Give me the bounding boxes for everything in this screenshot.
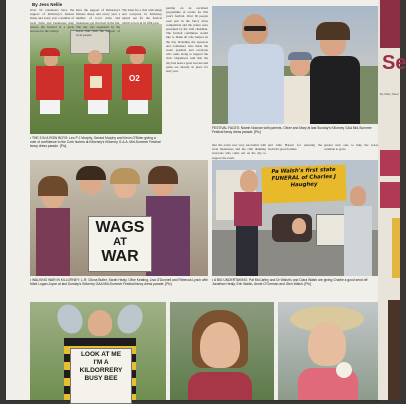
photo-boys-red-jerseys	[30, 24, 162, 134]
sign-wags-line1: WAGS	[95, 219, 145, 236]
byline: By Jess Nellie	[32, 2, 63, 7]
sign-bee-line2: I'M A	[93, 359, 109, 366]
mid-text-right: greater turn outs to help the GAA continue to grow.	[324, 143, 378, 152]
caption-festival-faces: FESTIVAL FACES: Niamh Noonan with parents, Oliver and Mary at last Sunday's Killorney GAA Mid-Summer Festival fancy dress parade. [Pic]	[212, 126, 372, 135]
column-3-text: The Glen for a visit with sheep and everyone in Killorney turned out for the festival which is now in its fifth year.	[122, 8, 162, 25]
caption-funeral: • A BIG UNDERTAKING: Pat McCarthy and Dr Walsh's and Ciara Walsh are giving Charlie a good send off: Jonathan Healy, Erin Walsh, Annie O'Gorman and Glen Walsh. [Pic]	[212, 278, 369, 287]
column-2-text: have the support of Killorney's famous sheep and every year a number of local clubs and businesses get involved in the fun. The day was organised by the GAA club with the support of local people.	[76, 8, 120, 38]
funeral-banner-text: Pa Walsh's first state FUNERAL of Charles J Haughey	[271, 166, 337, 189]
photo-girl-hat	[278, 302, 378, 400]
sign-bee-line3: KILDORRERY	[79, 367, 123, 374]
sign-wags-line2: AT	[113, 236, 127, 248]
advert-yellow	[392, 218, 400, 278]
sign-wags-line3: WAR	[101, 248, 139, 265]
sign-bee-line4: BUSY BEE	[84, 375, 118, 382]
newspaper-page	[6, 0, 378, 400]
sidebar-small-text: By Mary Steel	[380, 92, 399, 96]
sidebar-big-letters: Se	[382, 52, 406, 74]
advert-top	[380, 0, 400, 48]
caption-fun-day: • THE 3 IN A ROW BOYS: Leo P J Murphy, Gerard Murphy and Kevin O'Brien giving a vote of confidence to the Cork hurlers at Killorney's Killorney G.A.A. Mid-Summer Festival fancy dress parade. [Pic]	[30, 136, 161, 149]
photo-girl-portrait	[170, 302, 274, 400]
mid-text-left: that the event was very successful with local businesses and the club thanking everyone who came out on the day to support the event.	[212, 143, 266, 160]
photo-busy-bee	[30, 302, 166, 400]
advert-block-2	[380, 182, 400, 208]
mid-text-mid: and John Barrett for ensuring the festival's good fortune.	[268, 143, 322, 152]
caption-wags: • WALKING WAR IN KILLORNEY: L-R: Cliona Butler, Sarah Healy, Olive Keating, Lisa O'Donnell and Rebecca Lynch with Mark Lugan-Joyce at last Sunday's Killorney GAA Mid-Summer Festival fancy dress parade. [Pic]	[30, 278, 208, 287]
advert-dark	[388, 300, 400, 400]
photo-funeral-banner	[212, 160, 378, 276]
sign-bee-line1: LOOK AT ME	[80, 351, 122, 358]
photo-wags-at-war	[30, 160, 208, 276]
advert-block-1	[380, 150, 400, 176]
column-4-text: putting on an excellent programme of events for this year's festival. Over 60 people took part in the fancy dress competition and the prizes were presented by the club chairman. The festival committee would like to thank all who helped on the day including the sponsors and volunteers who made the event possible and everyone who came along to support the club. Organisers said that the day had been a great success and plans are already in place for next year.	[166, 6, 208, 74]
shirt-sponsor-text: O2	[129, 74, 140, 83]
photo-festival-faces	[212, 6, 378, 124]
intro-text: Over 50 volunteers have the support of Killorney's famous sheep and every year a number of local clubs and businesses help ensure the festival is a great success for the village.	[30, 8, 74, 34]
